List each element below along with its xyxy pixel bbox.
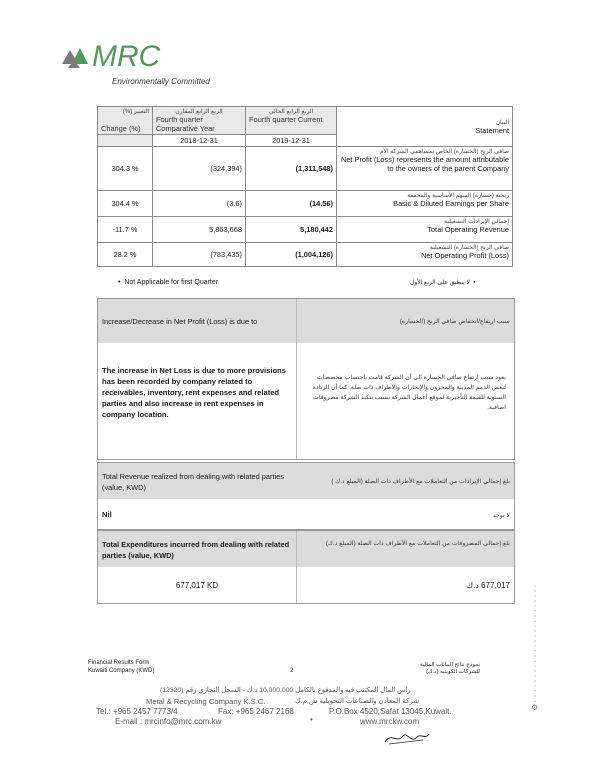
current-quarter-header: الربع الرابع الحالي Fourth quarter Current bbox=[246, 107, 337, 135]
table-row: 304.3 % (324,394) (1,311,548) صافي الربح (الخسارة) الخاص بمساهمي الشركة الأم Net Profit (Loss) represents the amount attributable to the owners of the parent Company bbox=[98, 147, 513, 191]
tel: Tel.: +965 2457 7773/4 bbox=[96, 707, 178, 716]
table-row: 304.4 % (3.6) (14.56) ربحية (خسارة) السهم الأساسية والمخففة Basic & Diluted Earnings per Share bbox=[98, 191, 513, 217]
date-blank bbox=[98, 135, 153, 147]
gear-icon: ⚙ bbox=[531, 703, 539, 712]
expenditure-value-ar: 677,017 د.ك bbox=[466, 581, 510, 590]
company-ar: شركة المعادن والصناعات التحويلية ش.م.ك bbox=[295, 698, 420, 705]
expenditure-box bbox=[97, 530, 515, 604]
expenditure-title-ar: بلغ إجمالي المصروفات من التعاملات مع الأطراف ذات الصلة (المبلغ د.ك) bbox=[325, 540, 510, 547]
reason-title-bar bbox=[98, 299, 514, 343]
statement-cell: إجمالي الإيرادات التشغيلية Total Operating Revenue bbox=[337, 217, 513, 243]
statement-cell: ربحية (خسارة) السهم الأساسية والمخففة Basic & Diluted Earnings per Share bbox=[337, 191, 513, 217]
page-number: 2 bbox=[290, 668, 294, 674]
signature bbox=[383, 728, 431, 748]
website-link[interactable]: www.mrckw.com bbox=[360, 717, 420, 726]
revenue-value-ar: لا يوجد bbox=[492, 512, 510, 519]
expenditure-title-bar bbox=[98, 531, 514, 567]
table-row: 28.2 % (783,435) (1,004,126) صافي الربح (الخسارة) التشغيلية Net Operating Profit (Loss) bbox=[98, 243, 513, 267]
note-ar: • لا ينطبق على الربع الأول bbox=[410, 280, 476, 286]
revenue-title-ar: بلغ إجمالي الإيرادات من التعاملات مع الأطراف ذات الصلة (المبلغ د.ك ) bbox=[331, 478, 510, 485]
email-link[interactable]: E-mail : mrcinfo@mrc.com.kw bbox=[115, 717, 222, 726]
reason-box bbox=[97, 298, 515, 460]
prev-date: 2018-12-31 bbox=[153, 135, 246, 147]
reason-body-ar: يعود سبب ارتفاع صافي الخسارة الى أن الشركة قامت باحتساب مخصصات لبعض الذمم المدينة والمخزون والإيجارات والأطراف ذات صلة. كما أن الزيادة السنوية للقيمة التأجيرية لموقع أعمال الشركة تسبب بتكبد الشركة مصروفات اضافية. bbox=[312, 374, 506, 411]
revenue-box bbox=[97, 462, 515, 530]
separator-dot: • bbox=[310, 715, 313, 724]
revenue-title-en: Total Revenue realized from dealing with related parties (value, KWD) bbox=[102, 472, 284, 493]
expenditure-title-en: Total Expenditures incurred from dealing with related parties (value, KWD) bbox=[102, 540, 290, 561]
statement-header: البيان Statement bbox=[337, 107, 513, 147]
logo-text: MRC bbox=[92, 40, 161, 73]
scan-edge-mark bbox=[532, 585, 538, 705]
po-box: P.O.Box 4520,Safat 13045,Kuwait. bbox=[329, 707, 452, 716]
statement-cell: صافي الربح (الخسارة) التشغيلية Net Operating Profit (Loss) bbox=[337, 243, 513, 267]
tagline: Environmentally Committed bbox=[112, 77, 210, 86]
current-date: 2019-12-31 bbox=[246, 135, 337, 147]
fax: Fax: +965 2467 2168 bbox=[218, 707, 294, 716]
revenue-title-bar bbox=[98, 463, 514, 499]
results-table bbox=[97, 106, 513, 267]
company-en: Metal & Recycling Company K.S.C. bbox=[146, 697, 266, 706]
revenue-value-en: Nil bbox=[102, 510, 112, 519]
form-label-en: Financial Results Form Kuwaiti Company (KWD) bbox=[88, 660, 155, 674]
statement-cell: صافي الربح (الخسارة) الخاص بمساهمي الشركة الأم Net Profit (Loss) represents the amount attributable to the owners of the parent Company bbox=[337, 147, 513, 191]
note-en: • Not Applicable for first Quarter bbox=[118, 279, 219, 286]
expenditure-value-en: 677,017 KD bbox=[175, 581, 219, 590]
reason-title-en: Increase/Decrease in Net Profit (Loss) is due to bbox=[102, 317, 258, 326]
table-row: -11.7 % 5,863,668 5,180,442 إجمالي الإيرادات التشغيلية Total Operating Revenue bbox=[98, 217, 513, 243]
form-label-ar: نموذج نتائج البيانات المالية للشركات الكويتية (د.ك) bbox=[420, 662, 481, 676]
reason-body-en: The increase in Net Loss is due to more provisions has been recorded by company related to receivables, inventory, rent expenses and related parties and also increase in rent expenses in company location. bbox=[102, 366, 286, 419]
prev-quarter-header: الربع الرابع المقارن Fourth quarter Comparative Year bbox=[153, 107, 246, 135]
change-header: التغيير (%) Change (%) bbox=[98, 107, 153, 135]
capital-ar: راس المال المكتتب فيه والمدفوع بالكامل 10,000,000 د.ك - السجل التجاري رقم (12320) bbox=[160, 687, 411, 694]
reason-title-ar: سبب ارتفاع/انخفاض صافي الربح (الخسارة) bbox=[399, 318, 510, 325]
